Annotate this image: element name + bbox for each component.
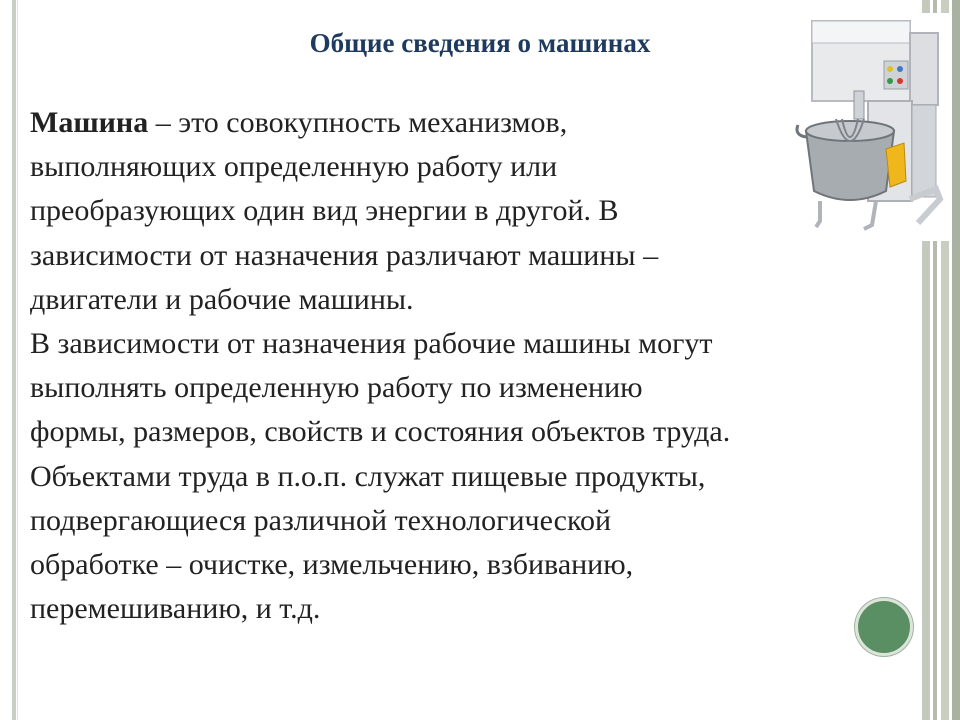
text-line: выполняющих определенную работу или: [30, 150, 558, 184]
accent-circle: [855, 598, 913, 656]
text-line: выполнять определенную работу по изменению: [30, 371, 643, 405]
text-line: Объектами труда в п.о.п. служат пищевые продукты,: [30, 459, 706, 493]
text-line: перемешиванию, и т.д.: [30, 592, 321, 626]
text-line: обработке – очистке, измельчению, взбиванию,: [30, 548, 634, 582]
text-line: зависимости от назначения различают машины –: [30, 238, 659, 272]
text-line: – это совокупность механизмов,: [148, 106, 568, 139]
slide-title: Общие сведения о машинах: [309, 28, 651, 58]
text-line: формы, размеров, свойств и состояния объектов труда.: [30, 415, 731, 449]
slide-body: [30, 101, 910, 631]
mixer-machine-image: [790, 13, 950, 241]
text-line: преобразующих один вид энергии в другой. В: [30, 194, 619, 228]
text-line: В зависимости от назначения рабочие машины могут: [30, 327, 713, 361]
band-stripe: [952, 0, 960, 720]
definition-line: [30, 101, 910, 145]
left-decorative-border: [12, 0, 16, 720]
text-line: двигатели и рабочие машины.: [30, 282, 414, 316]
left-decorative-line: [17, 0, 18, 720]
mixer-illustration: [790, 13, 950, 241]
term-machine: Машина: [30, 106, 149, 139]
text-line: подвергающиеся различной технологической: [30, 503, 612, 537]
